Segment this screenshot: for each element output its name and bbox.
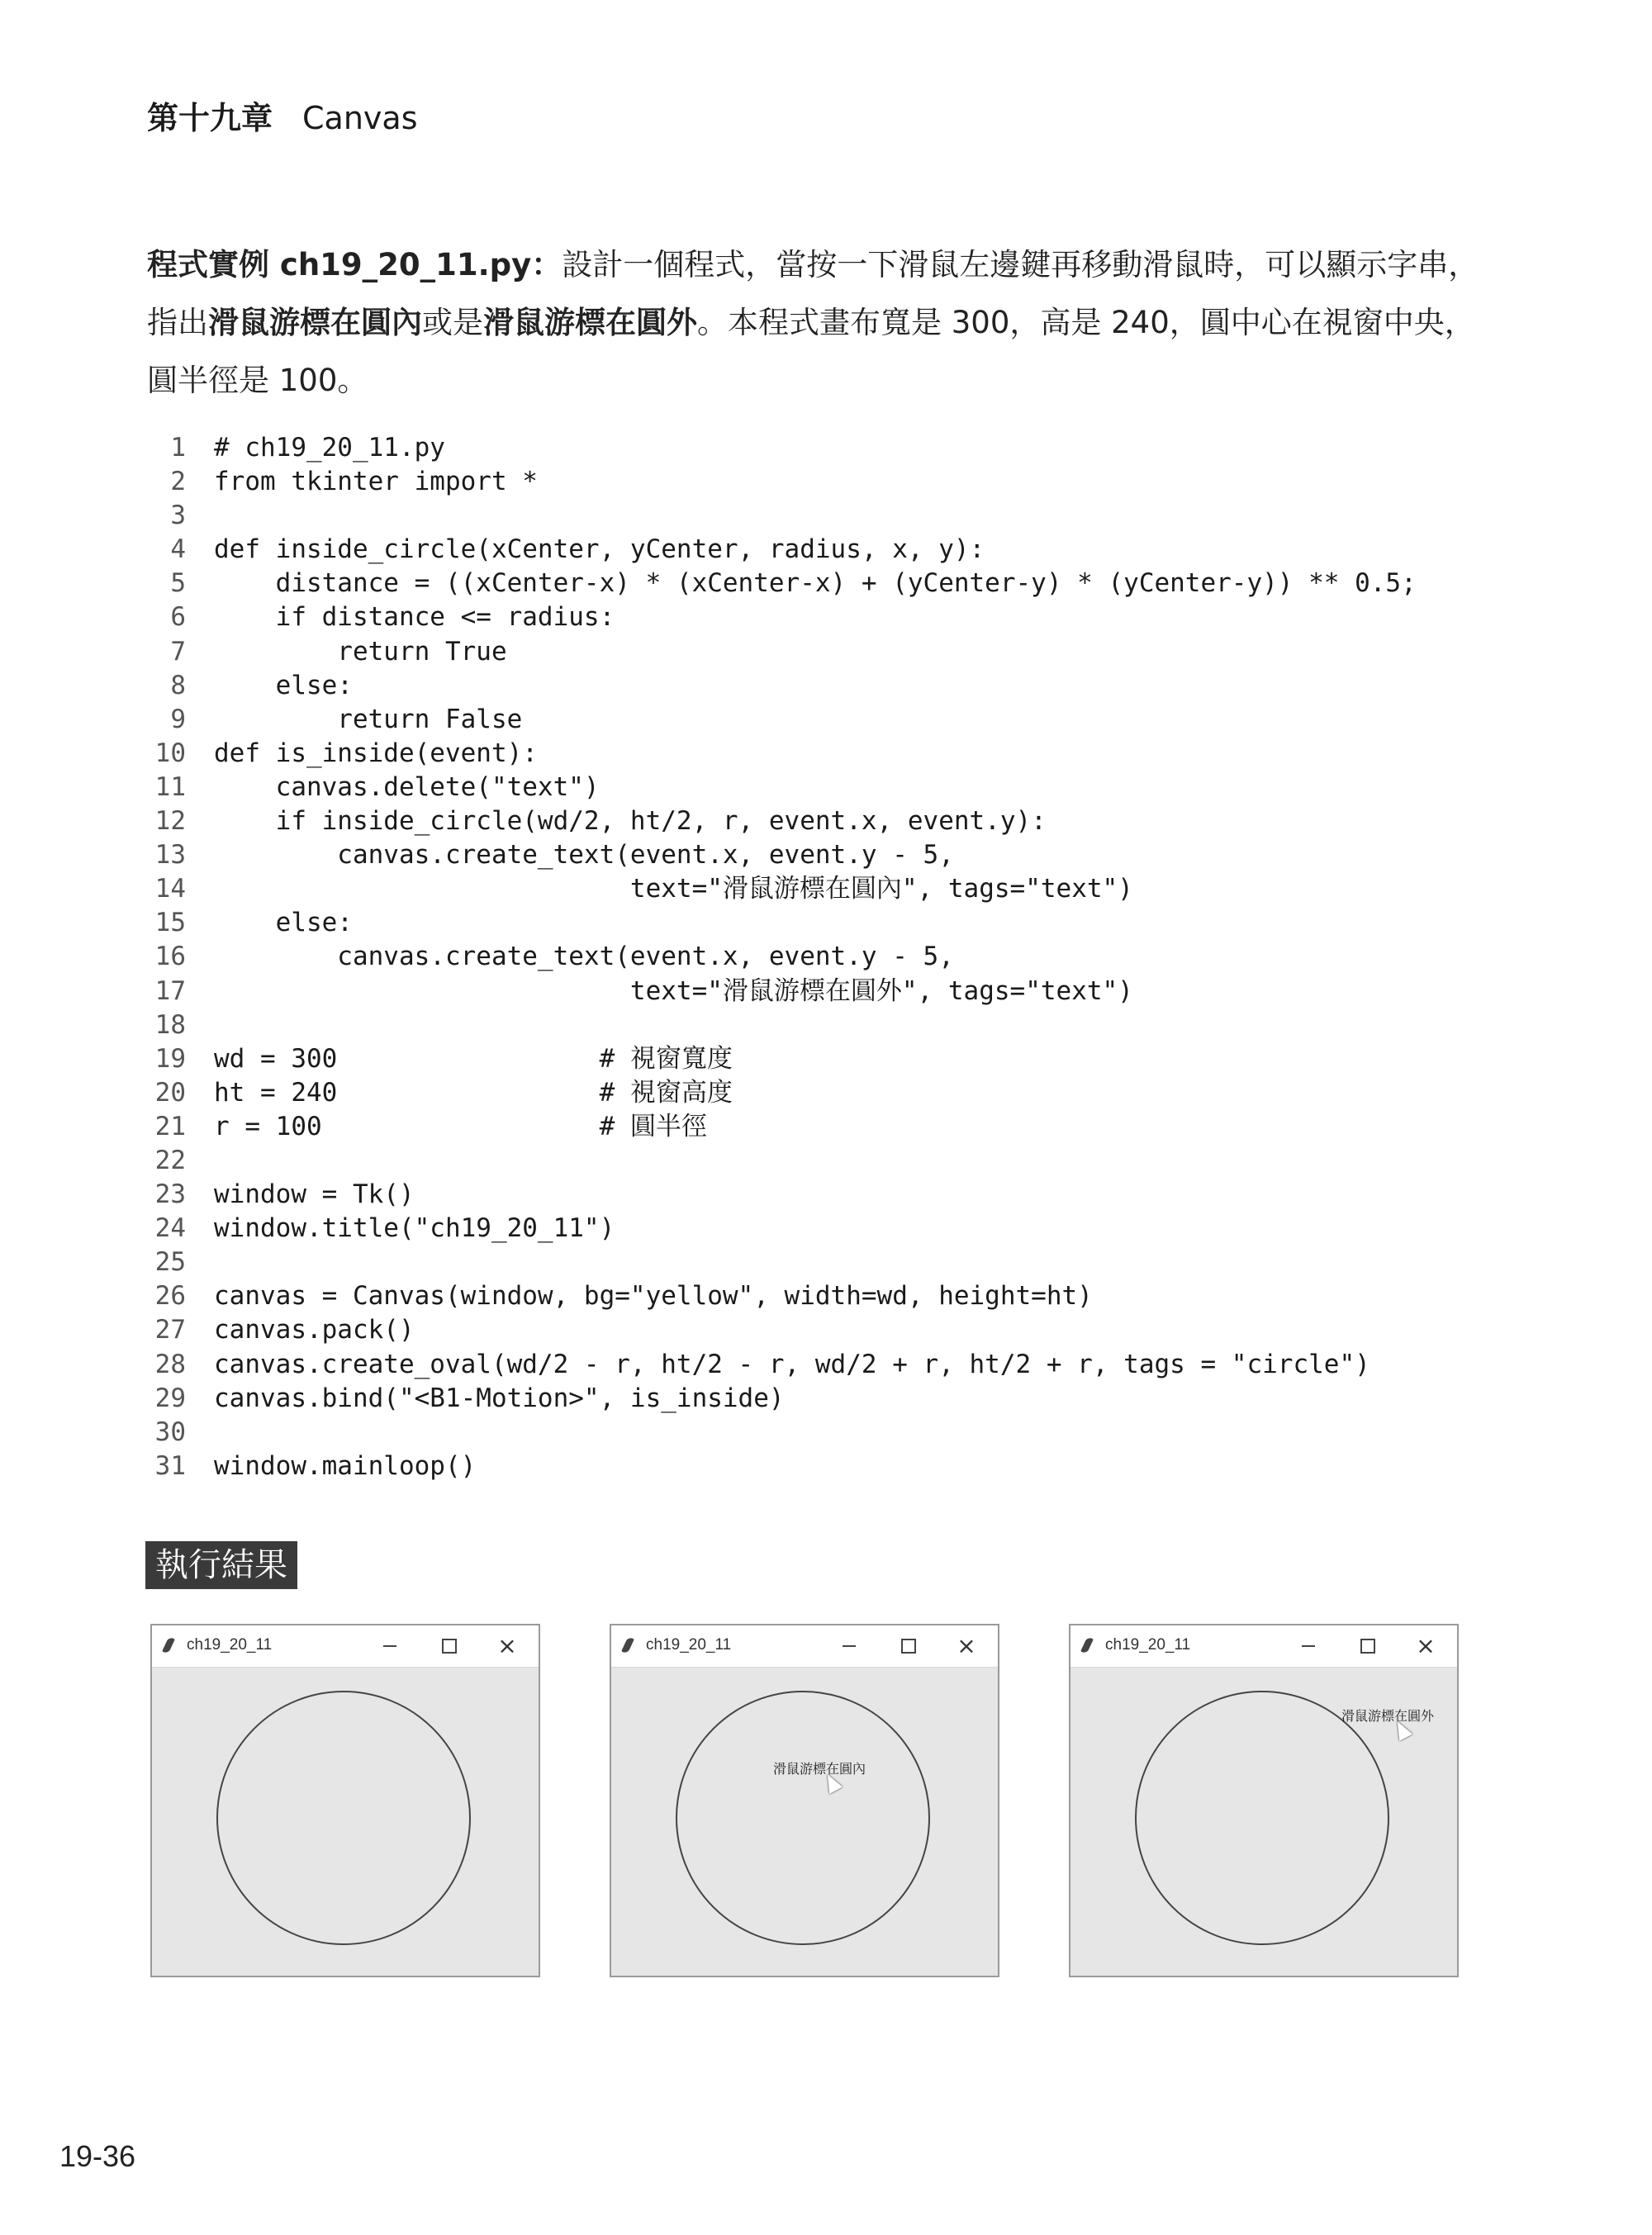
minimize-button[interactable] — [373, 1632, 406, 1660]
result-window-2 — [610, 1624, 999, 1977]
code-text: canvas = Canvas(window, bg="yellow", width=wd, height=ht) — [214, 1281, 1093, 1312]
line-number: 29 — [154, 1383, 186, 1413]
line-number: 14 — [154, 874, 186, 904]
code-text: r = 100 # 圓半徑 — [214, 1111, 707, 1141]
intro-bold-2: 滑鼠游標在圓外 — [483, 305, 697, 340]
code-line — [147, 635, 1452, 669]
line-number: 15 — [154, 908, 186, 938]
code-line — [147, 567, 1452, 600]
code-line — [147, 872, 1452, 906]
code-text: text="滑鼠游標在圓外", tags="text") — [214, 975, 1133, 1006]
code-line — [147, 1450, 1452, 1483]
line-number: 18 — [154, 1009, 186, 1040]
window-titlebar[interactable] — [1070, 1625, 1457, 1668]
code-line — [147, 1178, 1452, 1212]
code-line — [147, 804, 1452, 838]
code-line — [147, 533, 1452, 567]
code-text: canvas.pack() — [214, 1315, 415, 1345]
example-lead: 程式實例 ch19_20_11.py： — [147, 247, 563, 282]
result-label: 執行結果 — [145, 1541, 297, 1589]
line-number: 17 — [154, 975, 186, 1006]
code-text: def is_inside(event): — [214, 738, 538, 768]
code-line — [147, 771, 1452, 804]
line-number: 8 — [170, 670, 186, 700]
line-number: 21 — [154, 1111, 186, 1141]
line-number: 7 — [170, 636, 186, 667]
code-line — [147, 1416, 1452, 1450]
close-button[interactable] — [1409, 1632, 1442, 1660]
line-number: 25 — [154, 1247, 186, 1278]
code-line — [147, 703, 1452, 737]
code-text: # ch19_20_11.py — [214, 433, 445, 463]
window-title: ch19_20_11 — [646, 1636, 732, 1654]
minimize-button[interactable] — [1292, 1632, 1325, 1660]
line-number: 19 — [154, 1043, 186, 1074]
window-title: ch19_20_11 — [187, 1636, 273, 1654]
code-text: window.mainloop() — [214, 1450, 477, 1481]
code-text: from tkinter import * — [214, 467, 538, 497]
code-text: else: — [214, 908, 353, 938]
chapter-header — [147, 93, 418, 138]
mouse-message: 滑鼠游標在圓內 — [773, 1761, 866, 1777]
line-number: 27 — [154, 1315, 186, 1345]
line-number: 30 — [154, 1416, 186, 1447]
code-text: text="滑鼠游標在圓內", tags="text") — [214, 874, 1133, 904]
code-line — [147, 499, 1452, 533]
code-text: def inside_circle(xCenter, yCenter, radius, x, y): — [214, 534, 985, 565]
code-text: else: — [214, 670, 353, 700]
code-line — [147, 600, 1452, 634]
circle-shape — [676, 1691, 930, 1945]
line-number: 5 — [170, 568, 186, 599]
code-text: window.title("ch19_20_11") — [214, 1213, 615, 1244]
canvas-area[interactable] — [152, 1668, 539, 1976]
feather-icon — [162, 1636, 175, 1654]
line-number: 6 — [170, 602, 186, 633]
line-number: 23 — [154, 1179, 186, 1210]
code-text: if distance <= radius: — [214, 602, 615, 633]
code-line — [147, 1246, 1452, 1279]
line-number: 11 — [154, 771, 186, 802]
line-number: 12 — [154, 806, 186, 837]
code-line — [147, 1348, 1452, 1382]
intro-paragraph — [147, 236, 1502, 410]
line-number: 16 — [154, 942, 186, 972]
code-text: canvas.create_oval(wd/2 - r, ht/2 - r, wd/2 + r, ht/2 + r, tags = "circle") — [214, 1349, 1370, 1379]
circle-shape — [216, 1691, 471, 1945]
window-title: ch19_20_11 — [1105, 1636, 1191, 1654]
code-line — [147, 465, 1452, 499]
maximize-button[interactable] — [892, 1632, 925, 1660]
code-line — [147, 975, 1452, 1008]
minimize-icon — [1302, 1645, 1315, 1647]
line-number: 20 — [154, 1077, 186, 1108]
code-line — [147, 1144, 1452, 1178]
close-icon: × — [497, 1632, 517, 1659]
code-line — [147, 669, 1452, 703]
code-listing — [147, 431, 1452, 1483]
code-line — [147, 838, 1452, 872]
window-titlebar[interactable] — [152, 1625, 539, 1668]
mouse-message: 滑鼠游標在圓外 — [1341, 1708, 1435, 1724]
intro-text-1: 設計一個程式，當按一下滑鼠左邊鍵再移動滑鼠時，可以顯示字串，指出 — [147, 247, 1479, 340]
maximize-button[interactable] — [433, 1632, 466, 1660]
code-line — [147, 1076, 1452, 1110]
code-line — [147, 940, 1452, 974]
code-line — [147, 431, 1452, 465]
code-line — [147, 1042, 1452, 1076]
code-text: return False — [214, 704, 523, 734]
line-number: 28 — [154, 1349, 186, 1379]
line-number: 26 — [154, 1281, 186, 1312]
line-number: 10 — [154, 738, 186, 768]
code-text: wd = 300 # 視窗寬度 — [214, 1043, 733, 1074]
maximize-icon — [1360, 1639, 1375, 1654]
line-number: 22 — [154, 1145, 186, 1175]
line-number: 9 — [170, 704, 186, 734]
code-text: ht = 240 # 視窗高度 — [214, 1077, 733, 1108]
code-line — [147, 1110, 1452, 1144]
intro-text-2: 或是 — [422, 305, 483, 340]
code-text: canvas.bind("<B1-Motion>", is_inside) — [214, 1383, 785, 1413]
maximize-icon — [442, 1639, 457, 1654]
feather-icon — [1080, 1636, 1094, 1654]
circle-shape — [1135, 1691, 1389, 1945]
code-line — [147, 1008, 1452, 1042]
code-line — [147, 1382, 1452, 1416]
window-titlebar[interactable] — [611, 1625, 998, 1668]
maximize-button[interactable] — [1351, 1632, 1384, 1660]
line-number: 4 — [170, 534, 186, 565]
code-text: canvas.delete("text") — [214, 771, 600, 802]
code-text: return True — [214, 636, 507, 667]
maximize-icon — [901, 1639, 916, 1654]
line-number: 1 — [170, 433, 186, 463]
intro-text-3: 。本程式畫布寬是 300，高是 240，圓中心在視窗中央，圓半徑是 100。 — [147, 305, 1475, 398]
result-window-1 — [150, 1624, 540, 1977]
feather-icon — [621, 1636, 634, 1654]
minimize-icon — [383, 1645, 396, 1647]
line-number: 13 — [154, 840, 186, 871]
canvas-area[interactable] — [611, 1668, 998, 1976]
intro-bold-1: 滑鼠游標在圓內 — [208, 305, 422, 340]
code-line — [147, 906, 1452, 940]
minimize-icon — [843, 1645, 856, 1647]
code-text: distance = ((xCenter-x) * (xCenter-x) + (yCenter-y) * (yCenter-y)) ** 0.5; — [214, 568, 1417, 599]
line-number: 3 — [170, 501, 186, 531]
close-icon: × — [1416, 1632, 1436, 1659]
code-line — [147, 737, 1452, 771]
canvas-area[interactable] — [1070, 1668, 1457, 1976]
code-line — [147, 1212, 1452, 1246]
page-number: 19-36 — [59, 2139, 136, 2173]
code-text: window = Tk() — [214, 1179, 415, 1210]
code-text: canvas.create_text(event.x, event.y - 5, — [214, 840, 954, 871]
line-number: 24 — [154, 1213, 186, 1244]
close-button[interactable] — [950, 1632, 983, 1660]
code-text: canvas.create_text(event.x, event.y - 5, — [214, 942, 954, 972]
line-number: 2 — [170, 467, 186, 497]
result-window-3 — [1069, 1624, 1459, 1977]
close-icon: × — [957, 1632, 976, 1659]
code-line — [147, 1279, 1452, 1313]
chapter-number: 第十九章 — [147, 100, 273, 136]
minimize-button[interactable] — [833, 1632, 866, 1660]
close-button[interactable] — [491, 1632, 524, 1660]
code-line — [147, 1313, 1452, 1347]
code-text: if inside_circle(wd/2, ht/2, r, event.x, event.y): — [214, 806, 1047, 837]
chapter-title: Canvas — [302, 100, 418, 136]
line-number: 31 — [154, 1450, 186, 1481]
